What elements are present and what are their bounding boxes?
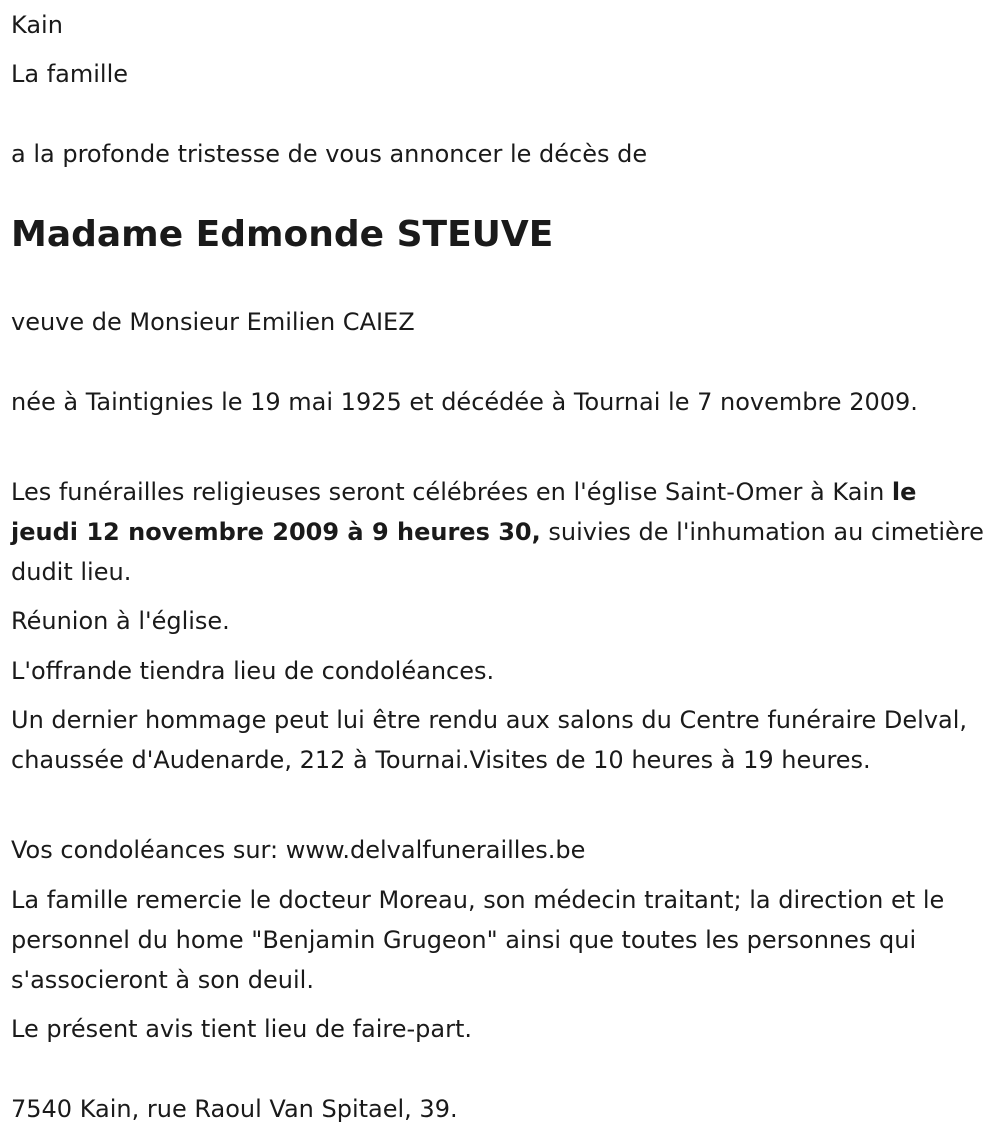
funeral-intro: Les funérailles religieuses seront célébrées en l'église Saint-Omer à Kain: [11, 478, 892, 506]
announcement: a la profonde tristesse de vous annoncer le décès de: [11, 140, 648, 168]
family-label: La famille: [11, 60, 129, 88]
funeral-details: [11, 472, 991, 592]
meeting-info: Réunion à l'église.: [11, 607, 230, 635]
deceased-name: Madame Edmonde STEUVE: [11, 214, 554, 255]
address: 7540 Kain, rue Raoul Van Spitael, 39.: [11, 1095, 458, 1123]
faire-part-note: Le présent avis tient lieu de faire-part.: [11, 1015, 473, 1043]
offering-info: L'offrande tiendra lieu de condoléances.: [11, 657, 495, 685]
location: Kain: [11, 11, 63, 39]
condolences-info: Vos condoléances sur: www.delvalfunerailles.be: [11, 836, 586, 864]
thanks-message: La famille remercie le docteur Moreau, son médecin traitant; la direction et le personnel du home "Benjamin Grugeon" ainsi que toutes les personnes qui s'associeront à son deuil.: [11, 886, 945, 994]
tribute-info: Un dernier hommage peut lui être rendu aux salons du Centre funéraire Delval, chaussée d'Audenarde, 212 à Tournai.Visites de 10 heures à 19 heures.: [11, 706, 968, 774]
spouse-line: veuve de Monsieur Emilien CAIEZ: [11, 308, 415, 336]
funeral-rest: suivies de l'inhumation au cimetière dudit lieu.: [11, 518, 984, 586]
funeral-datetime: le jeudi 12 novembre 2009 à 9 heures 30,: [11, 478, 917, 546]
birth-death-dates: née à Taintignies le 19 mai 1925 et décédée à Tournai le 7 novembre 2009.: [11, 388, 918, 416]
